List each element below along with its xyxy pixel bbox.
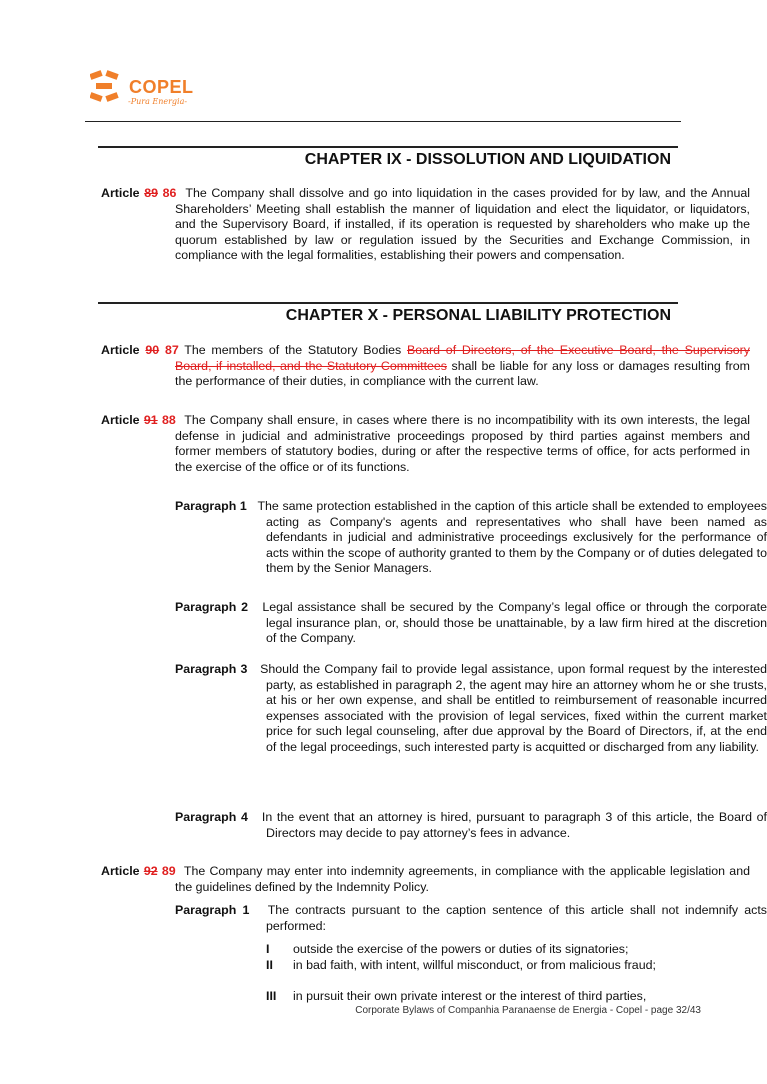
paragraph-label: Paragraph 3 xyxy=(175,662,248,676)
article-87 xyxy=(101,343,750,390)
paragraph-text: In the event that an attorney is hired, pursuant to paragraph 3 of this article, the Board of Directors may decide to pay attorney’s fees in advance. xyxy=(261,810,767,840)
article-text: The Company shall ensure, in cases where there is no incompatibility with its own interests, the legal defense in judicial and administrative proceedings proposed by third parties against members and former members of statutory bodies, during or after the respective terms of office, for acts performed in the exercise of the office or of its functions. xyxy=(175,413,750,474)
article-88 xyxy=(101,413,750,475)
paragraph-4 xyxy=(175,810,767,841)
header-divider xyxy=(85,121,681,122)
new-article-number: 86 xyxy=(162,186,177,200)
new-article-number: 88 xyxy=(162,413,176,427)
chapter-title: CHAPTER X - PERSONAL LIABILITY PROTECTION xyxy=(285,307,671,324)
paragraph-2 xyxy=(175,600,767,647)
paragraph-1 xyxy=(175,499,767,577)
article-text: The Company may enter into indemnity agreements, in compliance with the applicable legislation and the guidelines defined by the Indemnity Policy. xyxy=(175,864,750,894)
paragraph-1 xyxy=(175,903,767,934)
article-text: The members of the Statutory Bodies xyxy=(184,343,402,357)
old-article-number: 91 xyxy=(143,413,158,427)
item-number: III xyxy=(266,989,277,1003)
paragraph-label: Paragraph 2 xyxy=(175,600,248,614)
item-text: outside the exercise of the powers or duties of its signatories; xyxy=(293,942,629,956)
chapter-divider xyxy=(98,146,678,148)
article-text-continued: shall be liable for any loss or damages resulting from the performance of their duties, in compliance with the current law. xyxy=(175,358,751,389)
chapter-title: CHAPTER IX - DISSOLUTION AND LIQUIDATION xyxy=(304,151,671,168)
article-label: Article xyxy=(101,864,140,878)
article-86 xyxy=(101,186,750,264)
paragraph-label: Paragraph 1 xyxy=(175,499,247,513)
paragraph-label: Paragraph 1 xyxy=(175,903,250,917)
struck-text: Board of Directors, of the Executive Board, the Supervisory Board, if installed, and the Statutory Committees xyxy=(175,343,750,373)
paragraph-text: The contracts pursuant to the caption sentence of this article shall not indemnify acts performed: xyxy=(266,903,767,933)
old-article-number: 89 xyxy=(144,186,158,200)
article-89 xyxy=(101,864,750,895)
paragraph-text: Should the Company fail to provide legal assistance, upon formal request by the interested party, as established in paragraph 2, the agent may hire an attorney whom he or she trusts, at his or her own expense, and shall be entitled to reimbursement of reasonable incurred expenses associated with the provision of legal services, fixed within the current market price for such legal counseling, after due approval by the Board of Directors, if, at the end of the legal proceedings, such interested party is acquitted or discharged from any liability. xyxy=(260,662,767,754)
paragraph-text: Legal assistance shall be secured by the Company’s legal office or through the corporate legal insurance plan, or, should those be unattainable, by a law firm hired at the discretion of the Company. xyxy=(262,600,767,646)
logo-text: COPEL xyxy=(129,77,194,97)
new-article-number: 89 xyxy=(161,864,176,878)
paragraph-text: The same protection established in the caption of this article shall be extended to employees acting as Company's agents and representatives who shall have been named as defendants in judicial and administrative proceedings exclusively for the performance of acts within the scope of authority granted to them by the Company or of duties delegated to them by the Senior Managers. xyxy=(257,499,767,576)
list-item xyxy=(266,942,703,958)
old-article-number: 92 xyxy=(143,864,158,878)
article-label: Article xyxy=(101,343,140,357)
item-number: II xyxy=(266,958,273,972)
item-text: in pursuit their own private interest or the interest of third parties, xyxy=(293,989,647,1003)
article-label: Article xyxy=(101,186,140,200)
list-item xyxy=(266,989,703,1005)
paragraph-label: Paragraph 4 xyxy=(175,810,248,824)
chapter-divider xyxy=(98,302,678,304)
list-item xyxy=(266,958,703,974)
item-number: I xyxy=(266,942,270,956)
new-article-number: 87 xyxy=(164,343,179,357)
article-text: The Company shall dissolve and go into liquidation in the cases provided for by law, and the Annual Shareholders’ Meeting shall establish the manner of liquidation and elect the liquidator, or liquidators, and the Supervisory Board, if installed, if its operation is requested by shareholders who make up the quorum established by law or regulation issued by the Securities and Exchange Commission, in compliance with the legal formalities, establishing their powers and compensation. xyxy=(175,186,750,263)
article-label: Article xyxy=(101,413,140,427)
old-article-number: 90 xyxy=(145,343,160,357)
page-footer: Corporate Bylaws of Companhia Paranaense de Energia - Copel - page 32/43 xyxy=(355,1005,701,1016)
logo-tagline: -Pura Energia- xyxy=(128,97,188,106)
paragraph-3 xyxy=(175,662,767,756)
item-text: in bad faith, with intent, willful misconduct, or from malicious fraud; xyxy=(293,958,656,972)
